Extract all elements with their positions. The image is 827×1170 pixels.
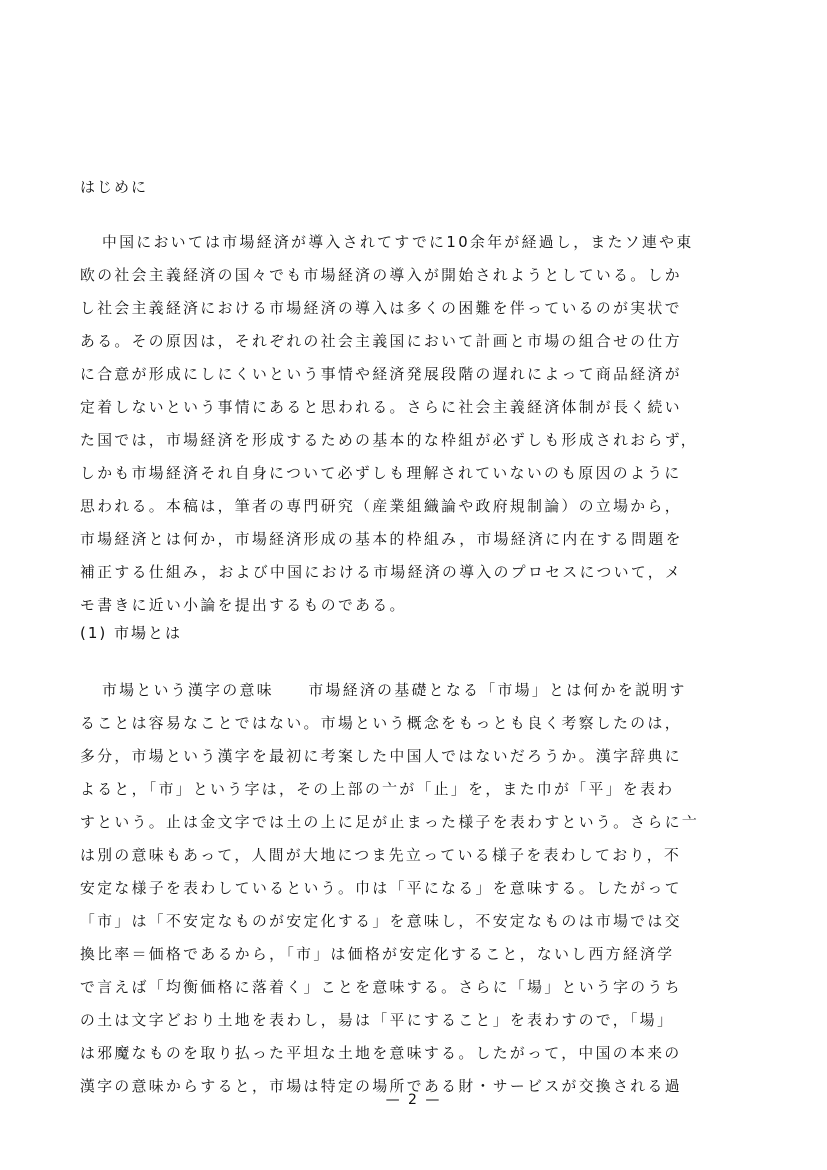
text-line: 欧の社会主義経済の国々でも市場経済の導入が開始されようとしている。しか — [80, 267, 682, 284]
text-line: 換比率＝価格であるから，「市」は価格が安定化すること，ないし西方経済学 — [80, 946, 675, 963]
text-line: 市場という漢字の意味 市場経済の基礎となる「市場」とは何かを説明す — [102, 682, 687, 699]
text-line: 市場経済とは何か，市場経済形成の基本的枠組み，市場経済に内在する問題を — [80, 531, 683, 548]
text-line: 漢字の意味からすると，市場は特定の場所である財・サービスが交換される過 — [80, 1078, 682, 1095]
text-line: 補正する仕組み，および中国における市場経済の導入のプロセスについて，メ — [80, 564, 683, 581]
text-line: 思われる。本稿は，筆者の専門研究（産業組織論や政府規制論）の立場から， — [80, 498, 682, 515]
text-line: の土は文字どおり土地を表わし，昜は「平にすること」を表わすので，「場」 — [80, 1012, 675, 1029]
section-heading-introduction: はじめに — [80, 178, 149, 196]
market-paragraph — [80, 674, 760, 1103]
page-number: — 2 — — [385, 1092, 442, 1108]
text-line: しかも市場経済それ自身について必ずしも理解されていないのも原因のように — [80, 465, 682, 482]
text-line: 「市」は「不安定なものが安定化する」を意味し，不安定なものは市場では交 — [80, 913, 682, 930]
text-line: は別の意味もあって，人間が大地につま先立っている様子を表わしており，不 — [80, 847, 682, 864]
section-heading-market: (1) 市場とは — [80, 624, 183, 642]
text-line: すという。止は金文字では土の上に足が止まった様子を表わすという。さらに亠 — [80, 814, 700, 831]
text-line: ある。その原因は，それぞれの社会主義国において計画と市場の組合せの仕方 — [80, 333, 682, 350]
text-line: で言えば「均衡価格に落着く」ことを意味する。さらに「場」という字のうち — [80, 979, 682, 996]
text-line: 安定な様子を表わしているという。巾は「平になる」を意味する。したがって — [80, 880, 682, 897]
text-line: し社会主義経済における市場経済の導入は多くの困難を伴っているのが実状で — [80, 300, 682, 317]
text-line: ることは容易なことではない。市場という概念をもっとも良く考察したのは， — [80, 715, 682, 732]
introduction-paragraph — [80, 226, 760, 622]
text-line: よると，「市」という字は，その上部の亠が「止」を，また巾が「平」を表わ — [80, 781, 675, 798]
text-line: 定着しないという事情にあると思われる。さらに社会主義経済体制が長く続い — [80, 399, 682, 416]
text-line: 中国においては市場経済が導入されてすでに10余年が経過し，またソ連や東 — [102, 234, 694, 251]
text-line: た国では，市場経済を形成するための基本的な枠組が必ずしも形成されおらず， — [80, 432, 698, 449]
text-line: は邪魔なものを取り払った平坦な土地を意味する。したがって，中国の本来の — [80, 1045, 682, 1062]
text-line: モ書きに近い小論を提出するものである。 — [80, 597, 407, 614]
text-line: 多分，市場という漢字を最初に考案した中国人ではないだろうか。漢字辞典に — [80, 748, 682, 765]
text-line: に合意が形成にしにくいという事情や経済発展段階の遅れによって商品経済が — [80, 366, 682, 383]
